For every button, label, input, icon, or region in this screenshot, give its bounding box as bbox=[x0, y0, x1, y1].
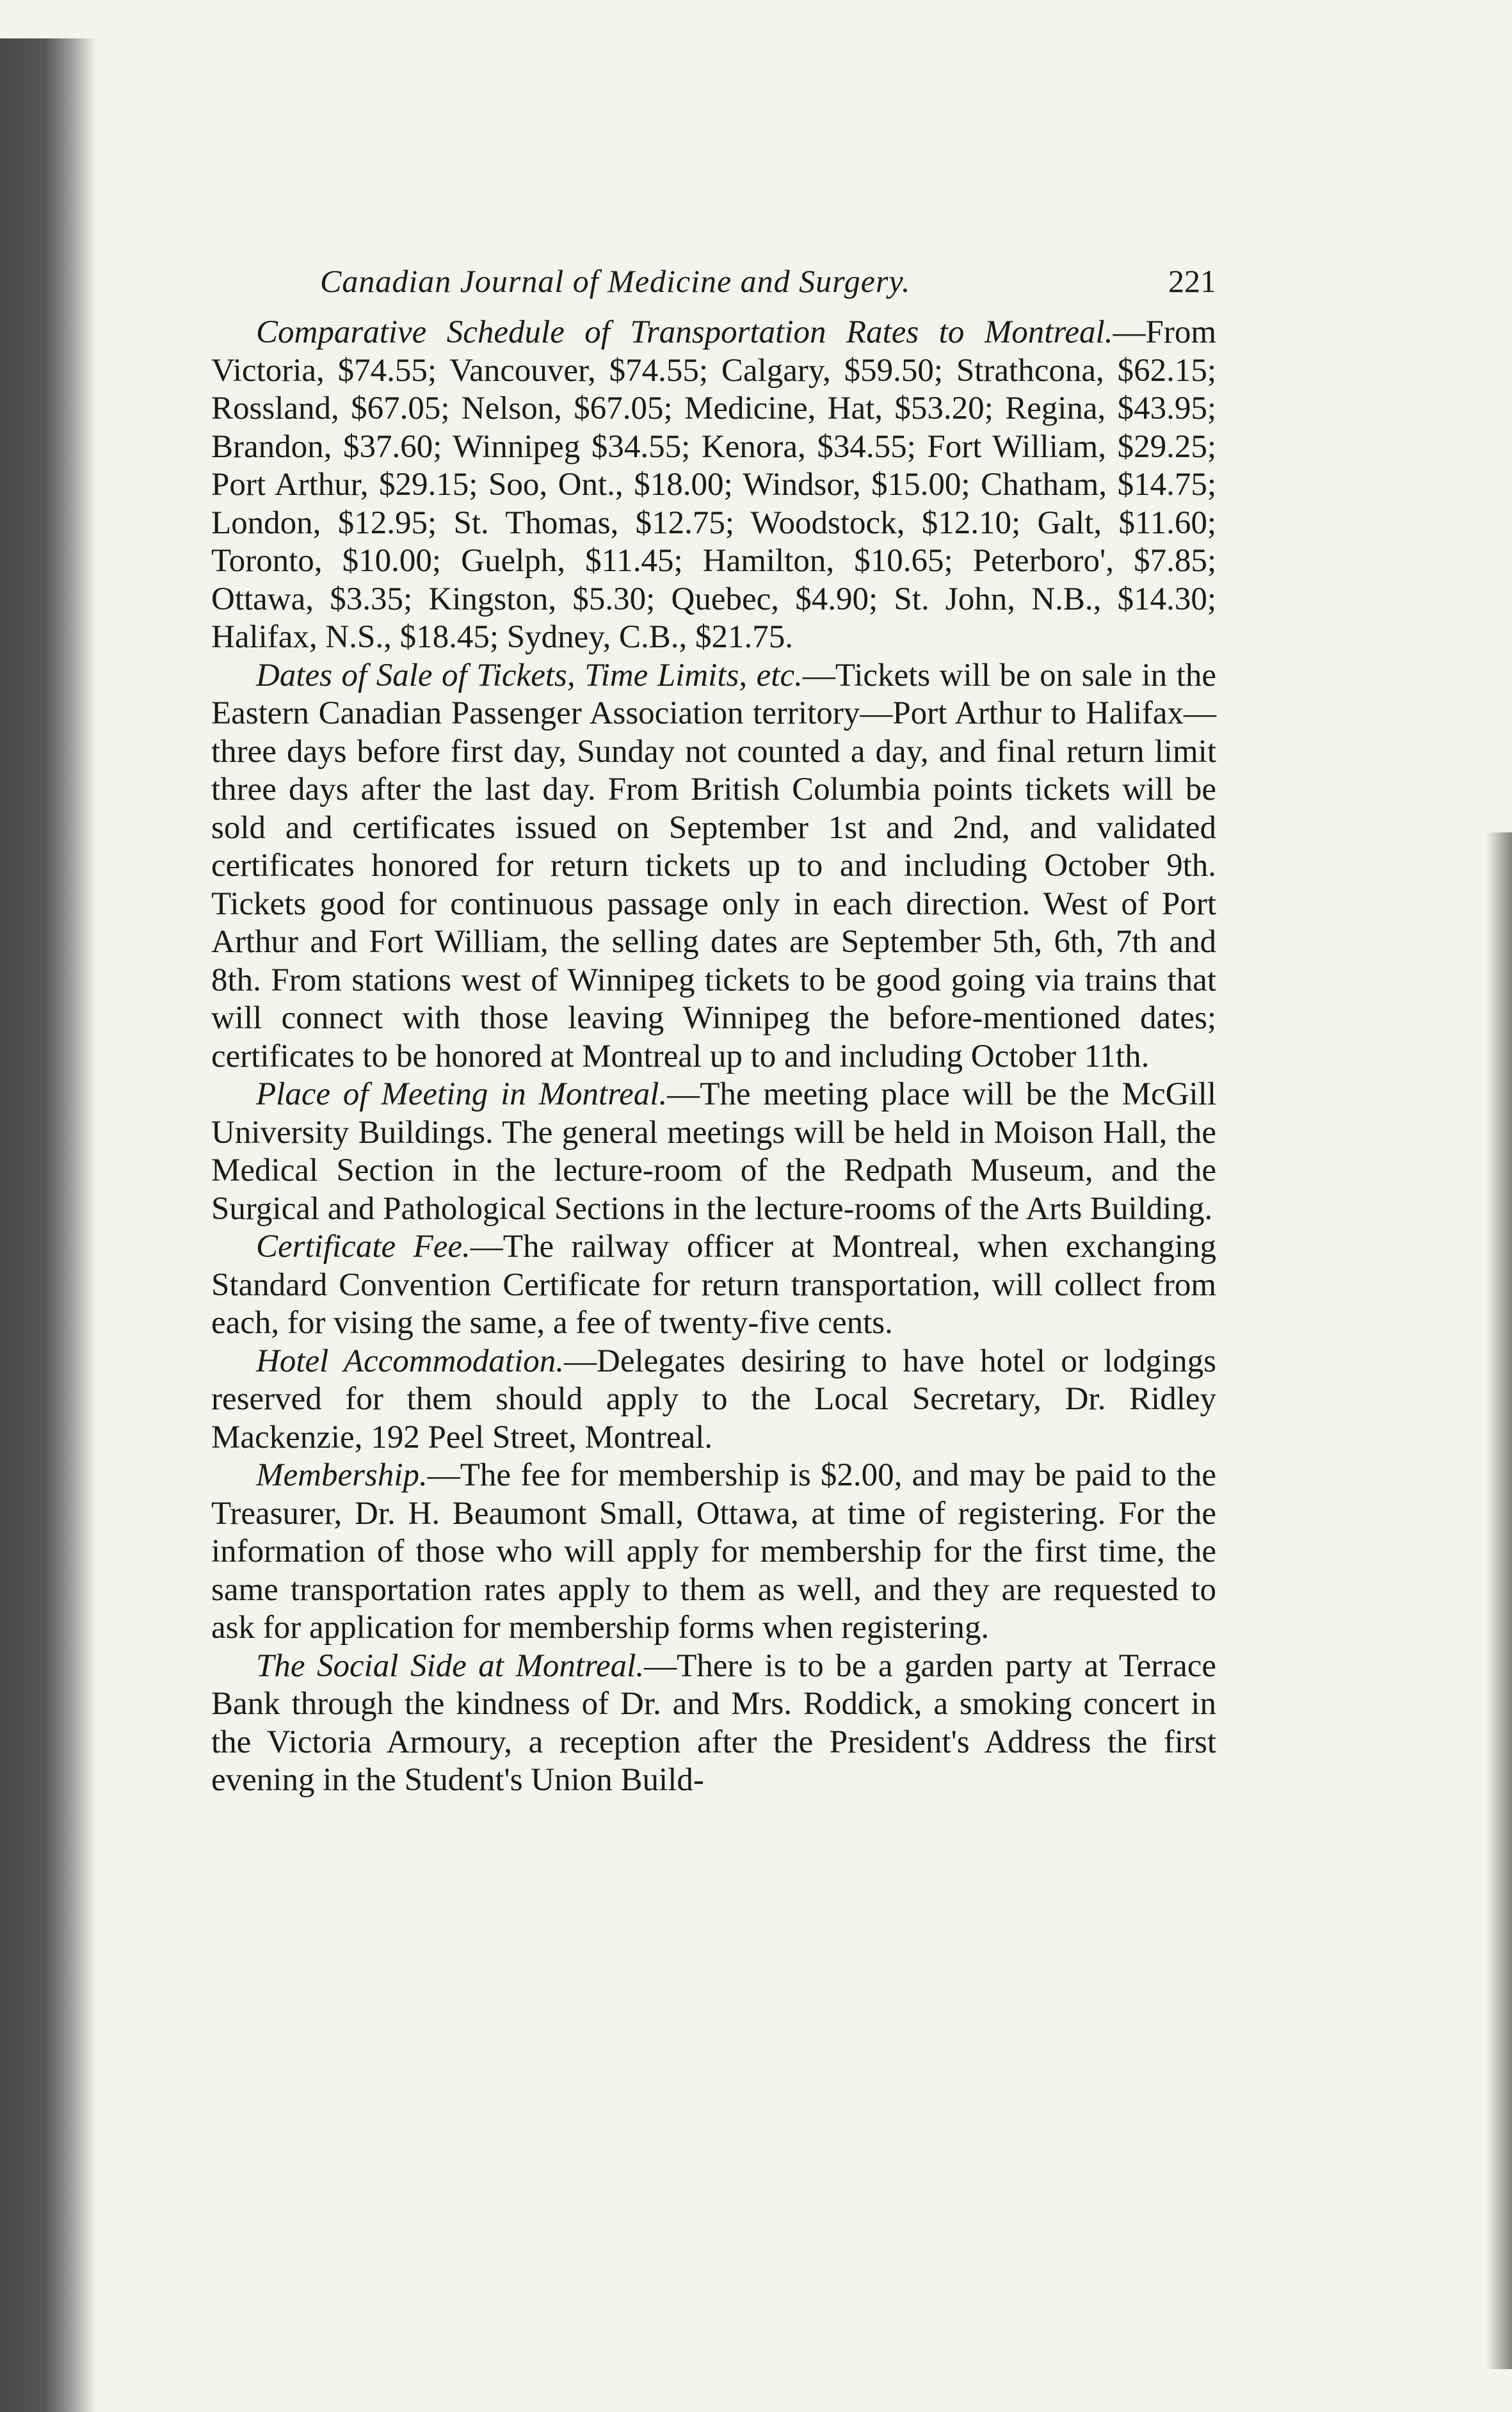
paragraph-social-side bbox=[211, 1647, 1216, 1800]
paragraph-transportation-rates bbox=[211, 314, 1216, 657]
paragraph-text: —The meeting place will be the McGill University Buildings. The general meetings will be held in Moison Hall, the Medical Section in the lecture-room of the Redpath Museum, and the Surgical and Pathological Sections in the lecture-rooms of the Arts Building. bbox=[211, 1076, 1216, 1227]
section-heading: Comparative Schedule of Transportation Rates to Montreal. bbox=[256, 314, 1113, 350]
paragraph-text: —Delegates desiring to have hotel or lodgings reserved for them should apply to the Local Secretary, Dr. Ridley Mackenzie, 192 Peel Street, Montreal. bbox=[211, 1343, 1216, 1455]
paragraph-hotel-accommodation bbox=[211, 1343, 1216, 1457]
section-heading: Place of Meeting in Montreal. bbox=[256, 1076, 668, 1112]
section-heading: Certificate Fee. bbox=[256, 1229, 470, 1265]
article-body bbox=[211, 314, 1216, 1800]
paragraph-text: —There is to be a garden party at Terrace Bank through the kindness of Dr. and Mrs. Roddick, a smoking concert in the Victoria Armoury, a reception after the President's Address the first evening in the Student's Union Build- bbox=[211, 1647, 1216, 1798]
journal-page bbox=[211, 256, 1216, 1800]
scan-edge-shadow bbox=[1486, 832, 1512, 2369]
section-heading: Membership. bbox=[256, 1457, 428, 1493]
journal-title: Canadian Journal of Medicine and Surgery. bbox=[320, 263, 911, 299]
paragraph-dates-of-sale bbox=[211, 657, 1216, 1076]
page-number: 221 bbox=[1168, 263, 1216, 299]
paragraph-certificate-fee bbox=[211, 1228, 1216, 1343]
paragraph-text: —From Victoria, $74.55; Vancouver, $74.55; Calgary, $59.50; Strathcona, $62.15; Rossland, $67.05; Nelson, $67.05; Medicine, Hat, $53.20; Regina, $43.95; Brandon, $37.60; Winnipeg $34.55; Kenora, $34.55; Fort William, $29.25; Port Arthur, $29.15; Soo, Ont., $18.00; Windsor, $15.00; Chatham, $14.75; London, $12.95; St. Thomas, $12.75; Woodstock, $12.10; Galt, $11.60; Toronto, $10.00; Guelph, $11.45; Hamilton, $10.65; Peterboro', $7.85; Ottawa, $3.35; Kingston, $5.30; Quebec, $4.90; St. John, N.B., $14.30; Halifax, N.S., $18.45; Sydney, C.B., $21.75. bbox=[211, 314, 1216, 655]
paragraph-text: —The fee for membership is $2.00, and may be paid to the Treasurer, Dr. H. Beaumont Small, Ottawa, at time of registering. For the information of those who will apply for membership for the first time, the same transportation rates apply to them as well, and they are requested to ask for application for membership forms when registering. bbox=[211, 1457, 1216, 1646]
running-head bbox=[211, 256, 1216, 314]
section-heading: Dates of Sale of Tickets, Time Limits, etc. bbox=[256, 657, 803, 693]
section-heading: The Social Side at Montreal. bbox=[256, 1647, 645, 1684]
section-heading: Hotel Accommodation. bbox=[256, 1343, 564, 1379]
paragraph-place-of-meeting bbox=[211, 1076, 1216, 1228]
paragraph-text: —Tickets will be on sale in the Eastern Canadian Passenger Association territory—Port Arthur to Halifax—three days before first day, Sunday not counted a day, and final return limit three days after the last day. From British Columbia points tickets will be sold and certificates issued on September 1st and 2nd, and validated certificates honored for return tickets up to and including October 9th. Tickets good for continuous passage only in each direction. West of Port Arthur and Fort William, the selling dates are September 5th, 6th, 7th and 8th. From stations west of Winnipeg tickets to be good going via trains that will connect with those leaving Winnipeg the before-mentioned dates; certificates to be honored at Montreal up to and including October 11th. bbox=[211, 657, 1216, 1074]
scan-binding-shadow bbox=[0, 38, 96, 2412]
paragraph-membership bbox=[211, 1457, 1216, 1647]
paragraph-text: —The railway officer at Montreal, when exchanging Standard Convention Certificate for return transportation, will collect from each, for vising the same, a fee of twenty-five cents. bbox=[211, 1229, 1216, 1341]
